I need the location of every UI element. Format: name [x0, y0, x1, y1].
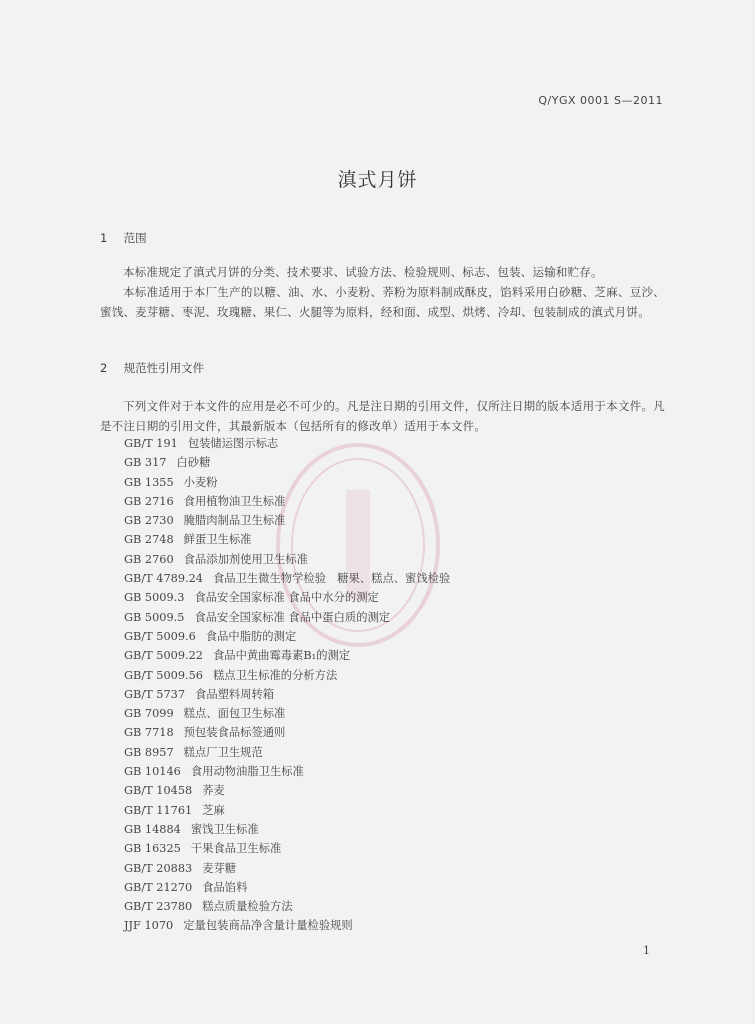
reference-item [124, 627, 450, 646]
reference-code: GB 2760 [124, 552, 174, 566]
reference-title: 糕点质量检验方法 [202, 900, 293, 914]
standard-code: Q/YGX 0001 S—2011 [538, 94, 663, 107]
reference-code: GB/T 5009.56 [124, 668, 203, 682]
reference-list [124, 434, 450, 936]
reference-item [124, 801, 450, 820]
reference-code: GB 14884 [124, 822, 181, 836]
reference-item [124, 704, 450, 723]
reference-code: GB 317 [124, 456, 167, 470]
reference-title: 荞麦 [202, 784, 225, 798]
reference-code: GB 2716 [124, 494, 174, 508]
reference-code: JJF 1070 [124, 919, 174, 933]
section-2-intro: 下列文件对于本文件的应用是必不可少的。凡是注日期的引用文件，仅所注日期的版本适用于本文件。凡是不注日期的引用文件，其最新版本（包括所有的修改单）适用于本文件。 [100, 399, 665, 433]
section-2-heading [100, 360, 204, 376]
reference-title: 白砂糖 [176, 456, 211, 470]
section-1-number: 1 [100, 231, 108, 245]
reference-title: 食品塑料周转箱 [195, 687, 275, 701]
reference-title: 食品添加剂使用卫生标准 [183, 552, 308, 566]
reference-code: GB 7718 [124, 726, 174, 740]
reference-code: GB/T 20883 [124, 861, 193, 875]
reference-title: 食品馅料 [202, 880, 248, 894]
reference-title: 腌腊肉制品卫生标准 [183, 514, 286, 528]
reference-item [124, 762, 450, 781]
reference-item [124, 530, 450, 549]
page-number: 1 [643, 944, 650, 957]
reference-title: 食品卫生微生物学检验 糖果、糕点、蜜饯检验 [212, 572, 451, 586]
reference-title: 鲜蛋卫生标准 [183, 533, 252, 547]
reference-code: GB 5009.3 [124, 591, 185, 605]
reference-code: GB 2730 [124, 514, 174, 528]
reference-title: 小麦粉 [183, 475, 218, 489]
reference-code: GB 8957 [124, 745, 174, 759]
reference-title: 预包装食品标签通则 [183, 726, 286, 740]
reference-code: GB/T 10458 [124, 784, 193, 798]
reference-title: 糕点厂卫生规范 [183, 745, 263, 759]
section-1-paragraph-2: 本标准适用于本厂生产的以糖、油、水、小麦粉、荞粉为原料制成酥皮，馅料采用白砂糖、芝麻、豆沙、蜜饯、麦芽糖、枣泥、玫瑰糖、果仁、火腿等为原料，经和面、成型、烘烤、冷却、包装制成的滇式月饼。 [100, 285, 665, 319]
reference-title: 麦芽糖 [202, 861, 237, 875]
reference-item [124, 878, 450, 897]
reference-title: 糕点、面包卫生标准 [183, 707, 286, 721]
reference-code: GB/T 5009.22 [124, 649, 203, 663]
reference-item [124, 434, 450, 453]
document-title: 滇式月饼 [337, 169, 418, 191]
reference-title: 干果食品卫生标准 [190, 842, 282, 856]
reference-title: 蜜饯卫生标准 [190, 822, 259, 836]
reference-code: GB 7099 [124, 707, 174, 721]
reference-title: 包装储运图示标志 [187, 437, 279, 450]
reference-code: GB/T 4789.24 [124, 572, 203, 586]
reference-item [124, 588, 450, 607]
reference-item [124, 897, 450, 916]
reference-code: GB/T 11761 [124, 803, 193, 817]
reference-item [124, 666, 450, 685]
reference-code: GB/T 21270 [124, 880, 193, 894]
reference-item [124, 839, 450, 858]
reference-item [124, 859, 450, 878]
reference-title: 食品安全国家标准 食品中蛋白质的测定 [194, 610, 391, 624]
reference-item [124, 550, 450, 569]
reference-item [124, 916, 450, 935]
section-1-paragraph-1: 本标准规定了滇式月饼的分类、技术要求、试验方法、检验规则、标志、包装、运输和贮存。 [123, 265, 603, 279]
reference-title: 食品中脂肪的测定 [205, 629, 297, 643]
reference-item [124, 608, 450, 627]
reference-title: 芝麻 [202, 803, 225, 817]
reference-code: GB/T 191 [124, 437, 178, 450]
reference-item [124, 473, 450, 492]
section-1-title: 范围 [123, 231, 147, 245]
reference-title: 食品安全国家标准 食品中水分的测定 [194, 591, 379, 605]
reference-item [124, 820, 450, 839]
reference-code: GB/T 5737 [124, 687, 186, 701]
reference-code: GB 16325 [124, 842, 181, 856]
section-2-number: 2 [100, 361, 108, 375]
section-1-heading [100, 230, 147, 246]
reference-item [124, 723, 450, 742]
reference-code: GB 5009.5 [124, 610, 185, 624]
reference-title: 食品中黄曲霉毒素B₁的测定 [212, 649, 351, 663]
reference-item [124, 453, 450, 472]
reference-item [124, 685, 450, 704]
reference-title: 糕点卫生标准的分析方法 [212, 668, 338, 682]
reference-item [124, 743, 450, 762]
reference-code: GB/T 5009.6 [124, 629, 196, 643]
reference-item [124, 646, 450, 665]
reference-code: GB 1355 [124, 475, 174, 489]
reference-code: GB 10146 [124, 765, 181, 779]
reference-item [124, 511, 450, 530]
reference-title: 定量包装商品净含量计量检验规则 [183, 919, 353, 933]
reference-item [124, 492, 450, 511]
reference-code: GB/T 23780 [124, 900, 193, 914]
reference-title: 食用动物油脂卫生标准 [190, 765, 304, 779]
reference-code: GB 2748 [124, 533, 174, 547]
reference-item [124, 569, 450, 588]
reference-item [124, 781, 450, 800]
section-2-title: 规范性引用文件 [123, 361, 205, 375]
reference-title: 食用植物油卫生标准 [183, 494, 286, 508]
